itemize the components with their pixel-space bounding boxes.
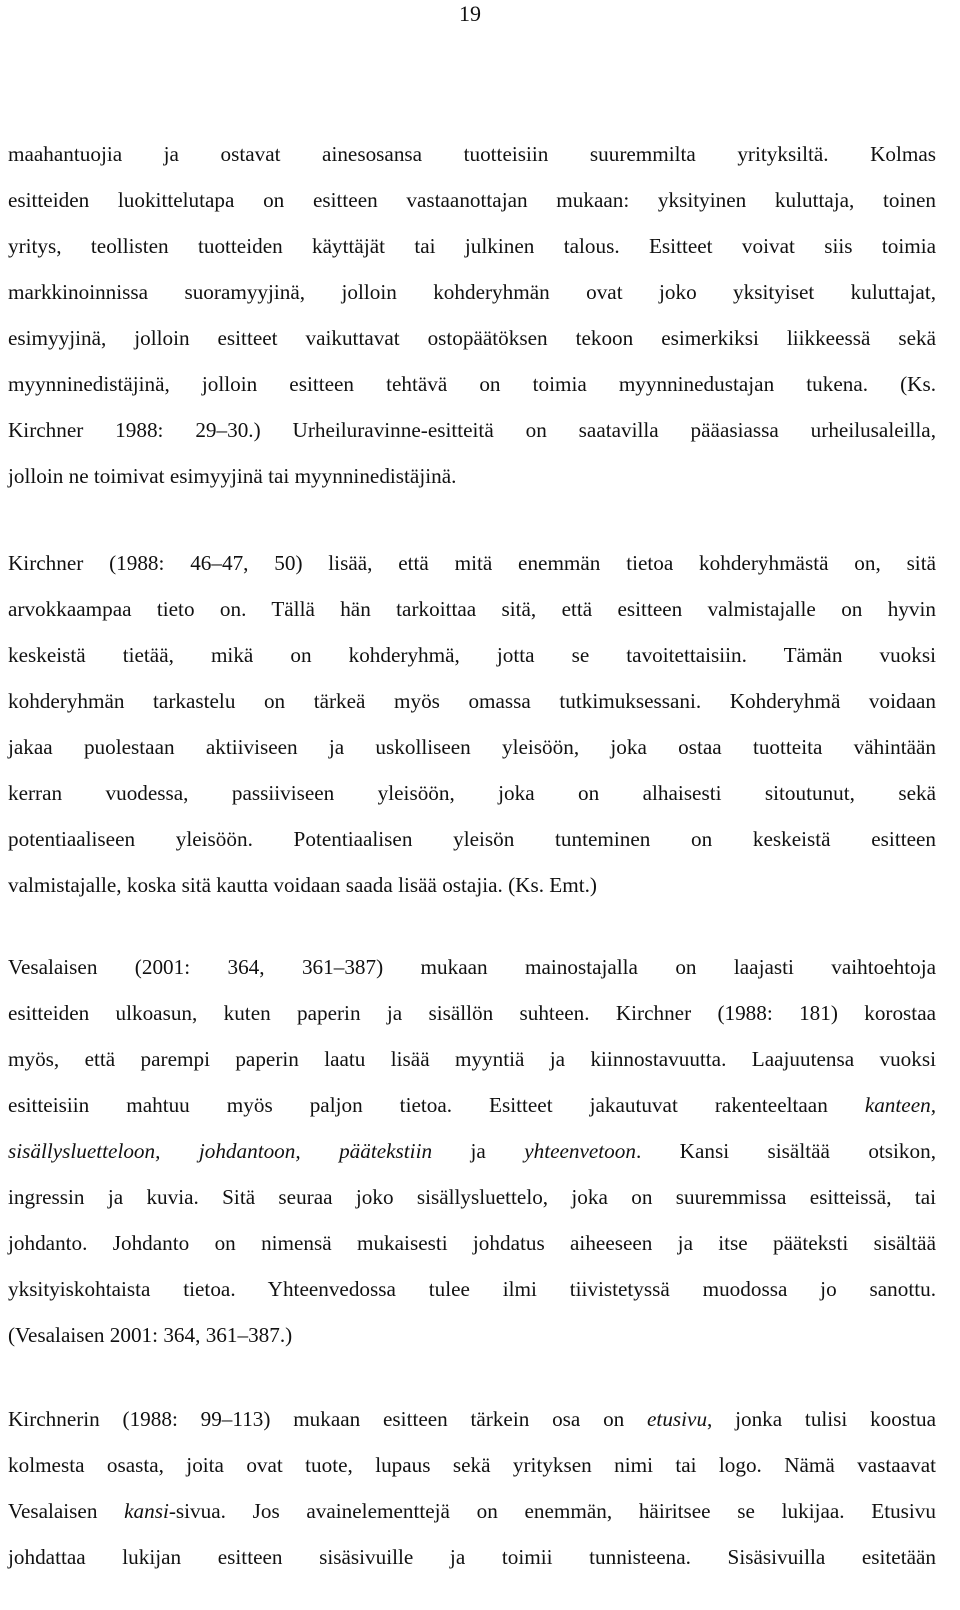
text-line: kolmesta osasta, joita ovat tuote, lupaus sekä yrityksen nimi tai logo. Nämä vastaavat <box>8 1453 936 1477</box>
italic-term: kansi <box>124 1499 169 1523</box>
paragraph-2 <box>8 540 936 908</box>
text-line: arvokkaampaa tieto on. Tällä hän tarkoittaa sitä, että esitteen valmistajalle on hyvin <box>8 597 936 621</box>
text-line: esitteisiin mahtuu myös paljon tietoa. Esitteet jakautuvat rakenteeltaan kanteen, <box>8 1093 936 1117</box>
paragraph-4 <box>8 1396 936 1580</box>
text-line: myös, että parempi paperin laatu lisää myyntiä ja kiinnostavuutta. Laajuutensa vuoksi <box>8 1047 936 1071</box>
paragraph-1 <box>8 131 936 499</box>
text-line: johdanto. Johdanto on nimensä mukaisesti johdatus aiheeseen ja itse pääteksti sisältää <box>8 1231 936 1255</box>
text-line: sisällysluetteloon, johdantoon, päätekstiin ja yhteenvetoon. Kansi sisältää otsikon, <box>8 1139 937 1163</box>
text-line: kohderyhmän tarkastelu on tärkeä myös omassa tutkimuksessani. Kohderyhmä voidaan <box>8 689 936 713</box>
text-line: Vesalaisen (2001: 364, 361–387) mukaan mainostajalla on laajasti vaihtoehtoja <box>8 955 936 979</box>
text-line: jakaa puolestaan aktiiviseen ja uskolliseen yleisöön, joka ostaa tuotteita vähintään <box>8 735 936 759</box>
text-line: Vesalaisen kansi-sivua. Jos avainelementtejä on enemmän, häiritsee se lukijaa. Etusivu <box>8 1499 936 1523</box>
italic-term: etusivu <box>647 1407 708 1431</box>
text-line: (Vesalaisen 2001: 364, 361–387.) <box>8 1323 293 1347</box>
text-line: yritys, teollisten tuotteiden käyttäjät tai julkinen talous. Esitteet voivat siis toimia <box>8 234 936 258</box>
text-line: johdattaa lukijan esitteen sisäsivuille ja toimii tunnisteena. Sisäsivuilla esitetään <box>8 1545 936 1569</box>
text-line: keskeistä tietää, mikä on kohderyhmä, jotta se tavoitettaisiin. Tämän vuoksi <box>8 643 936 667</box>
text-line: markkinoinnissa suoramyyjinä, jolloin kohderyhmän ovat joko yksityiset kuluttajat, <box>8 280 936 304</box>
text-line: valmistajalle, koska sitä kautta voidaan saada lisää ostajia. (Ks. Emt.) <box>8 873 597 897</box>
text-line: yksityiskohtaista tietoa. Yhteenvedossa tulee ilmi tiivistetyssä muodossa jo sanottu. <box>8 1277 936 1301</box>
text-line: kerran vuodessa, passiiviseen yleisöön, joka on alhaisesti sitoutunut, sekä <box>8 781 936 805</box>
text-line: Kirchner 1988: 29–30.) Urheiluravinne-esitteitä on saatavilla pääasiassa urheilusaleilla, <box>8 418 936 442</box>
paragraph-3 <box>8 944 936 1358</box>
text-line: Kirchner (1988: 46–47, 50) lisää, että mitä enemmän tietoa kohderyhmästä on, sitä <box>8 551 936 575</box>
text-line: esitteiden ulkoasun, kuten paperin ja sisällön suhteen. Kirchner (1988: 181) korostaa <box>8 1001 936 1025</box>
text-line: potentiaaliseen yleisöön. Potentiaalisen yleisön tunteminen on keskeistä esitteen <box>8 827 936 851</box>
text-line: myynninedistäjinä, jolloin esitteen tehtävä on toimia myynninedustajan tukena. (Ks. <box>8 372 936 396</box>
text-line: maahantuojia ja ostavat ainesosansa tuotteisiin suuremmilta yrityksiltä. Kolmas <box>8 142 936 166</box>
italic-term: sisällysluetteloon, johdantoon, päätekstiin <box>8 1139 433 1163</box>
text-line: esimyyjinä, jolloin esitteet vaikuttavat ostopäätöksen tekoon esimerkiksi liikkeessä sekä <box>8 326 936 350</box>
italic-term: kanteen, <box>864 1093 936 1117</box>
text-line: esitteiden luokittelutapa on esitteen vastaanottajan mukaan: yksityinen kuluttaja, toinen <box>8 188 936 212</box>
text-line: Kirchnerin (1988: 99–113) mukaan esitteen tärkein osa on etusivu, jonka tulisi koostua <box>8 1407 936 1431</box>
page-number: 19 <box>459 1 481 26</box>
text-line: ingressin ja kuvia. Sitä seuraa joko sisällysluettelo, joka on suuremmissa esitteissä, tai <box>8 1185 936 1209</box>
text-line: jolloin ne toimivat esimyyjinä tai myynninedistäjinä. <box>8 464 457 488</box>
italic-term: yhteenvetoon <box>524 1139 636 1163</box>
